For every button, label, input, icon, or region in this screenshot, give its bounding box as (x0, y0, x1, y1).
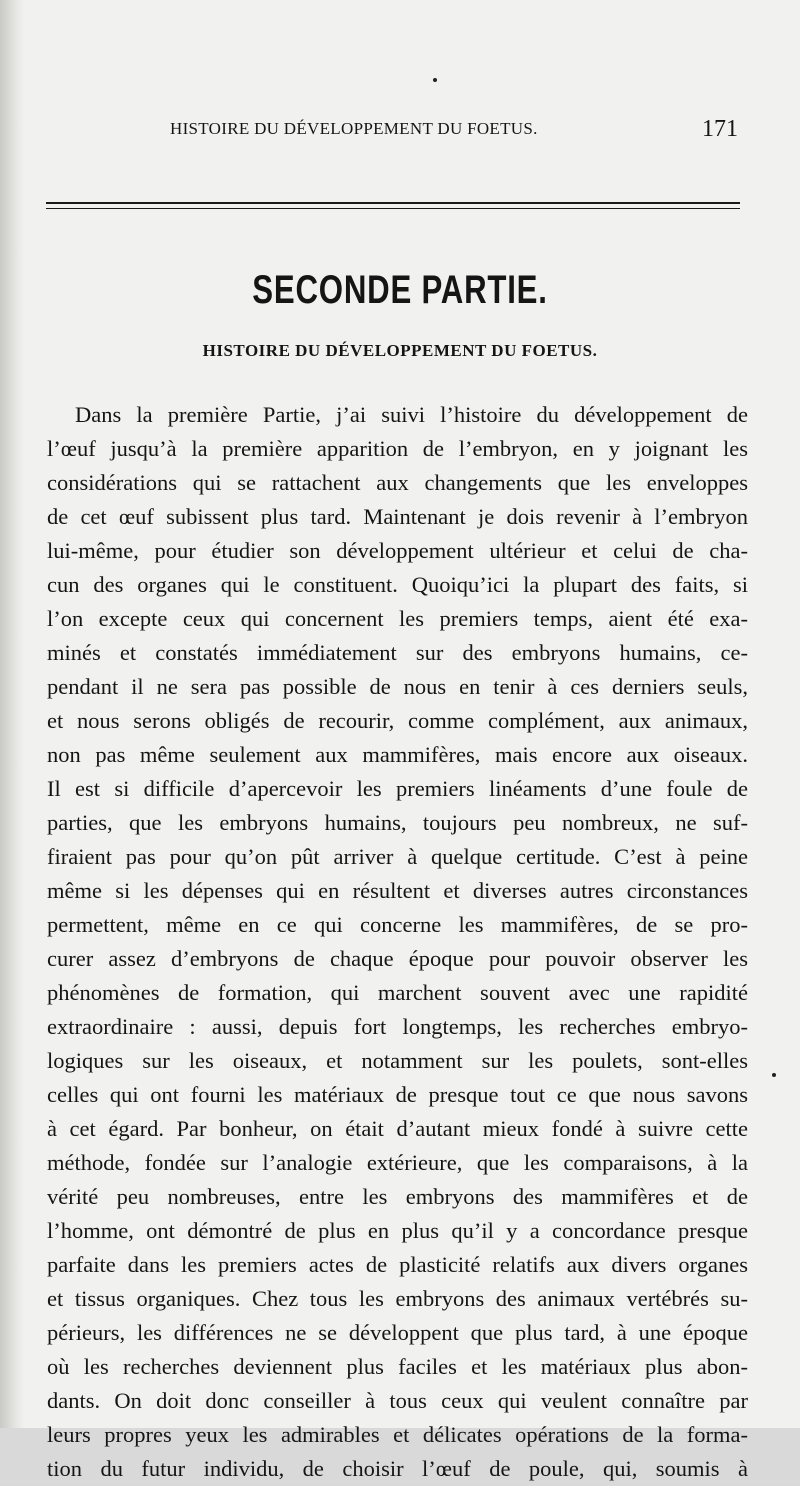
text-line: cun des organes qui le constituent. Quoiqu’ici la plupart des faits, si (47, 572, 748, 597)
part-title: SECONDE PARTIE. (252, 268, 548, 312)
text-line: permettent, même en ce qui concerne les mammifères, de se pro- (47, 912, 748, 937)
text-line: Il est si difficile d’apercevoir les premiers linéaments d’une foule de (47, 776, 748, 801)
text-line: même si les dépenses qui en résultent et diverses autres circonstances (47, 878, 748, 903)
ink-speck (772, 1073, 776, 1077)
text-line: et tissus organiques. Chez tous les embryons des animaux vertébrés su- (47, 1286, 748, 1311)
text-line: périeurs, les différences ne se développent que plus tard, à une époque (47, 1320, 748, 1345)
text-line: considérations qui se rattachent aux changements que les enveloppes (47, 470, 748, 495)
text-line: logiques sur les oiseaux, et notamment sur les poulets, sont-elles (47, 1048, 748, 1073)
text-line: parfaite dans les premiers actes de plasticité relatifs aux divers organes (47, 1252, 748, 1277)
text-line: lui-même, pour étudier son développement ultérieur et celui de cha- (47, 538, 748, 563)
text-line: phénomènes de formation, qui marchent souvent avec une rapidité (47, 980, 748, 1005)
text-line: tion du futur individu, de choisir l’œuf de poule, qui, soumis à (47, 1456, 748, 1481)
ink-dot (433, 78, 437, 82)
text-line: de cet œuf subissent plus tard. Maintenant je dois revenir à l’embryon (47, 504, 748, 529)
text-line: parties, que les embryons humains, toujours peu nombreux, ne suf- (47, 810, 748, 835)
page-edge-shadow (0, 0, 24, 1428)
running-head (170, 116, 738, 142)
text-line: l’œuf jusqu’à la première apparition de l’embryon, en y joignant les (47, 436, 748, 461)
text-line: curer assez d’embryons de chaque époque pour pouvoir observer les (47, 946, 748, 971)
text-line: pendant il ne sera pas possible de nous en tenir à ces derniers seuls, (47, 674, 748, 699)
text-line: l’on excepte ceux qui concernent les premiers temps, aient été exa- (47, 606, 748, 631)
double-rule-bottom (46, 208, 740, 209)
text-line: minés et constatés immédiatement sur des embryons humains, ce- (47, 640, 748, 665)
double-rule-top (46, 202, 740, 204)
part-subtitle: HISTOIRE DU DÉVELOPPEMENT DU FOETUS. (202, 341, 598, 360)
text-line: celles qui ont fourni les matériaux de presque tout ce que nous savons (47, 1082, 748, 1107)
text-line: extraordinaire : aussi, depuis fort longtemps, les recherches embryo- (47, 1014, 748, 1039)
body-paragraph (47, 398, 748, 1486)
text-line: leurs propres yeux les admirables et délicates opérations de la forma- (47, 1422, 748, 1447)
text-line: vérité peu nombreuses, entre les embryons des mammifères et de (47, 1184, 748, 1209)
page-number: 171 (702, 116, 738, 142)
text-line: dants. On doit donc conseiller à tous ceux qui veulent connaître par (47, 1388, 748, 1413)
text-line: firaient pas pour qu’on pût arriver à quelque certitude. C’est à peine (47, 844, 748, 869)
text-line: où les recherches deviennent plus faciles et les matériaux plus abon- (47, 1354, 748, 1379)
text-line: méthode, fondée sur l’analogie extérieure, que les comparaisons, à la (47, 1150, 748, 1175)
text-line: l’homme, ont démontré de plus en plus qu’il y a concordance presque (47, 1218, 748, 1243)
text-line: et nous serons obligés de recourir, comme complément, aux animaux, (47, 708, 748, 733)
running-title: HISTOIRE DU DÉVELOPPEMENT DU FOETUS. (170, 119, 538, 138)
text-line: Dans la première Partie, j’ai suivi l’histoire du développement de (75, 402, 748, 427)
text-line: à cet égard. Par bonheur, on était d’autant mieux fondé à suivre cette (47, 1116, 748, 1141)
text-line: non pas même seulement aux mammifères, mais encore aux oiseaux. (47, 742, 748, 767)
